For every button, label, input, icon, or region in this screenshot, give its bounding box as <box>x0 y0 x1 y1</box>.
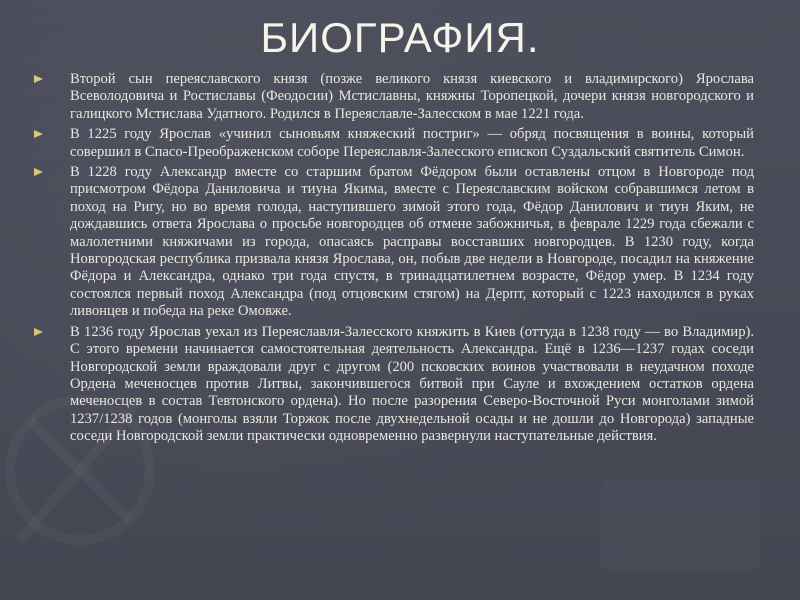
bullet-item-3 <box>34 164 754 321</box>
triangle-bullet-icon <box>34 168 43 176</box>
slide-title: БИОГРАФИЯ. <box>260 14 540 61</box>
triangle-bullet-icon <box>34 328 43 336</box>
bullet-text: В 1225 году Ярослав «учинил сыновьям княжеский постриг» — обряд посвящения в воины, который совершил в Спасо-Преображенском соборе Переяславля-Залесского епископ Суздальский святитель Симон. <box>70 126 754 160</box>
bullet-item-2 <box>34 126 754 161</box>
bullet-item-4 <box>34 324 754 446</box>
bullet-text: В 1236 году Ярослав уехал из Переяславля-Залесского княжить в Киев (оттуда в 1238 году — во Владимир). С этого времени начинается самостоятельная деятельность Александра. Ещё в 1236—1237 годах соседи Новгородской земли враждовали друг с другом (200 псковских воинов участвовали в неудачном походе Ордена меченосцев против Литвы, закончившегося битвой при Сауле и вхождением остатков ордена меченосцев в состав Тевтонского ордена). Но после разорения Северо-Восточной Руси монголами зимой 1237/1238 годов (монголы взяли Торжок после двухнедельной осады и не дошли до Новгорода) западные соседи Новгородской земли практически одновременно развернули наступательные действия. <box>70 323 754 445</box>
triangle-bullet-icon <box>34 75 43 83</box>
triangle-bullet-icon <box>34 130 43 138</box>
bullet-item-1 <box>34 71 754 123</box>
bullet-text: В 1228 году Александр вместе со старшим братом Фёдором были оставлены отцом в Новгороде под присмотром Фёдора Даниловича и тиуна Якима, вместе с Переяславским войском собравшимся летом в поход на Ригу, но во время голода, наступившего зимой этого года, Фёдор Данилович и тиун Яким, не дождавшись ответа Ярослава о просьбе новгородцев об отмене забожничья, в феврале 1229 года сбежали с малолетними княжичами из города, опасаясь расправы восставших новгородцев. В 1230 году, когда Новгородская республика призвала князя Ярослава, он, побыв две недели в Новгороде, посадил на княжение Фёдора и Александра, однако три года спустя, в тринадцатилетнем возрасте, Фёдор умер. В 1234 году состоялся первый поход Александра (под отцовским стягом) на Дерпт, который с 1223 находился в руках ливонцев и победа на реке Омовже. <box>70 164 754 320</box>
biography-bullet-list <box>34 71 754 449</box>
bullet-text: Второй сын переяславского князя (позже великого князя киевского и владимирского) Ярослава Всеволодовича и Ростиславы (Феодосии) Мстиславны, княжны Торопецкой, дочери князя новгородского и галицкого Мстислава Удатного. Родился в Переяславле-Залесском в мае 1221 года. <box>70 71 754 122</box>
